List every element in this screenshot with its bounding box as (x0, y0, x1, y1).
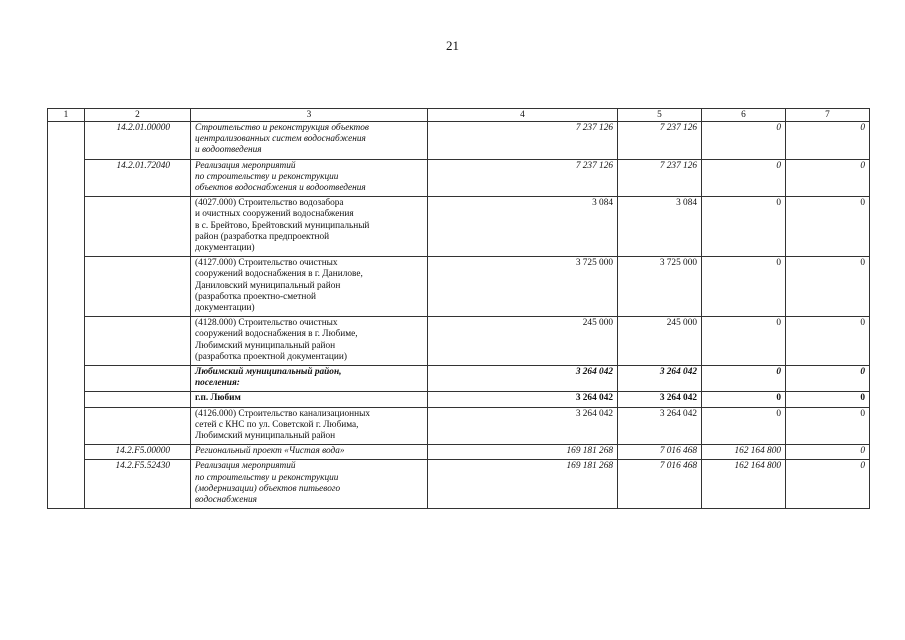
cell-col5: 3 084 (618, 197, 702, 257)
cell-code: 14.2.01.72040 (85, 159, 191, 197)
cell-col4: 7 237 126 (428, 159, 618, 197)
cell-col6: 0 (702, 122, 786, 160)
cell-col7: 0 (786, 122, 870, 160)
cell-col6: 0 (702, 317, 786, 366)
column-header: 7 (786, 109, 870, 122)
cell-col5: 3 725 000 (618, 257, 702, 317)
table-row (48, 159, 870, 197)
table-row (48, 257, 870, 317)
cell-col6: 0 (702, 257, 786, 317)
cell-col4: 3 264 042 (428, 392, 618, 407)
cell-col5: 7 237 126 (618, 159, 702, 197)
table-row (48, 366, 870, 392)
cell-col4: 245 000 (428, 317, 618, 366)
cell-code (85, 317, 191, 366)
cell-col5: 7 237 126 (618, 122, 702, 160)
cell-col7: 0 (786, 317, 870, 366)
table-row (48, 197, 870, 257)
cell-col7: 0 (786, 159, 870, 197)
cell-col5: 3 264 042 (618, 366, 702, 392)
column-header: 3 (191, 109, 428, 122)
cell-col6: 0 (702, 159, 786, 197)
cell-col7: 0 (786, 392, 870, 407)
cell-col4: 3 725 000 (428, 257, 618, 317)
cell-col7: 0 (786, 257, 870, 317)
cell-col7: 0 (786, 407, 870, 445)
cell-col6: 0 (702, 392, 786, 407)
cell-col5: 7 016 468 (618, 445, 702, 460)
column-header: 2 (85, 109, 191, 122)
table-row (48, 445, 870, 460)
cell-code: 14.2.F5.00000 (85, 445, 191, 460)
cell-col6: 0 (702, 407, 786, 445)
table-row (48, 460, 870, 509)
table-row (48, 317, 870, 366)
budget-table (47, 108, 870, 509)
cell-col4: 7 237 126 (428, 122, 618, 160)
cell-description: Строительство и реконструкция объектов централизованных систем водоснабжения и водоотведения (191, 122, 428, 160)
table-row (48, 122, 870, 160)
cell-code (85, 407, 191, 445)
cell-description: Региональный проект «Чистая вода» (191, 445, 428, 460)
cell-col1 (48, 122, 85, 509)
column-header: 5 (618, 109, 702, 122)
cell-col5: 245 000 (618, 317, 702, 366)
cell-col4: 3 264 042 (428, 366, 618, 392)
cell-description: (4027.000) Строительство водозабора и очистных сооружений водоснабжения в с. Брейтово, Брейтовский муниципальный район (разработка предпроектной документации) (191, 197, 428, 257)
cell-col4: 3 084 (428, 197, 618, 257)
cell-code: 14.2.F5.52430 (85, 460, 191, 509)
cell-code (85, 366, 191, 392)
cell-col7: 0 (786, 460, 870, 509)
cell-col4: 169 181 268 (428, 460, 618, 509)
column-header: 1 (48, 109, 85, 122)
cell-col6: 162 164 800 (702, 445, 786, 460)
cell-col5: 7 016 468 (618, 460, 702, 509)
cell-col6: 162 164 800 (702, 460, 786, 509)
cell-description: (4127.000) Строительство очистных сооружений водоснабжения в г. Данилове, Даниловский муниципальный район (разработка проектно-сметной документации) (191, 257, 428, 317)
table-row (48, 392, 870, 407)
cell-description: (4126.000) Строительство канализационных сетей с КНС по ул. Советской г. Любима, Любимский муниципальный район (191, 407, 428, 445)
column-header: 4 (428, 109, 618, 122)
cell-code (85, 257, 191, 317)
cell-description: Реализация мероприятий по строительству и реконструкции объектов водоснабжения и водоотведения (191, 159, 428, 197)
cell-col5: 3 264 042 (618, 407, 702, 445)
cell-col4: 3 264 042 (428, 407, 618, 445)
page-number: 21 (446, 38, 459, 53)
cell-code (85, 197, 191, 257)
cell-col6: 0 (702, 197, 786, 257)
cell-description: г.п. Любим (191, 392, 428, 407)
column-header: 6 (702, 109, 786, 122)
cell-col6: 0 (702, 366, 786, 392)
cell-description: Реализация мероприятий по строительству и реконструкции (модернизации) объектов питьевого водоснабжения (191, 460, 428, 509)
table-header-row (48, 109, 870, 122)
table-row (48, 407, 870, 445)
cell-description: Любимский муниципальный район, поселения: (191, 366, 428, 392)
cell-col4: 169 181 268 (428, 445, 618, 460)
cell-description: (4128.000) Строительство очистных сооружений водоснабжения в г. Любиме, Любимский муниципальный район (разработка проектной документации) (191, 317, 428, 366)
cell-col7: 0 (786, 366, 870, 392)
cell-code (85, 392, 191, 407)
cell-col7: 0 (786, 445, 870, 460)
cell-code: 14.2.01.00000 (85, 122, 191, 160)
cell-col7: 0 (786, 197, 870, 257)
cell-col5: 3 264 042 (618, 392, 702, 407)
